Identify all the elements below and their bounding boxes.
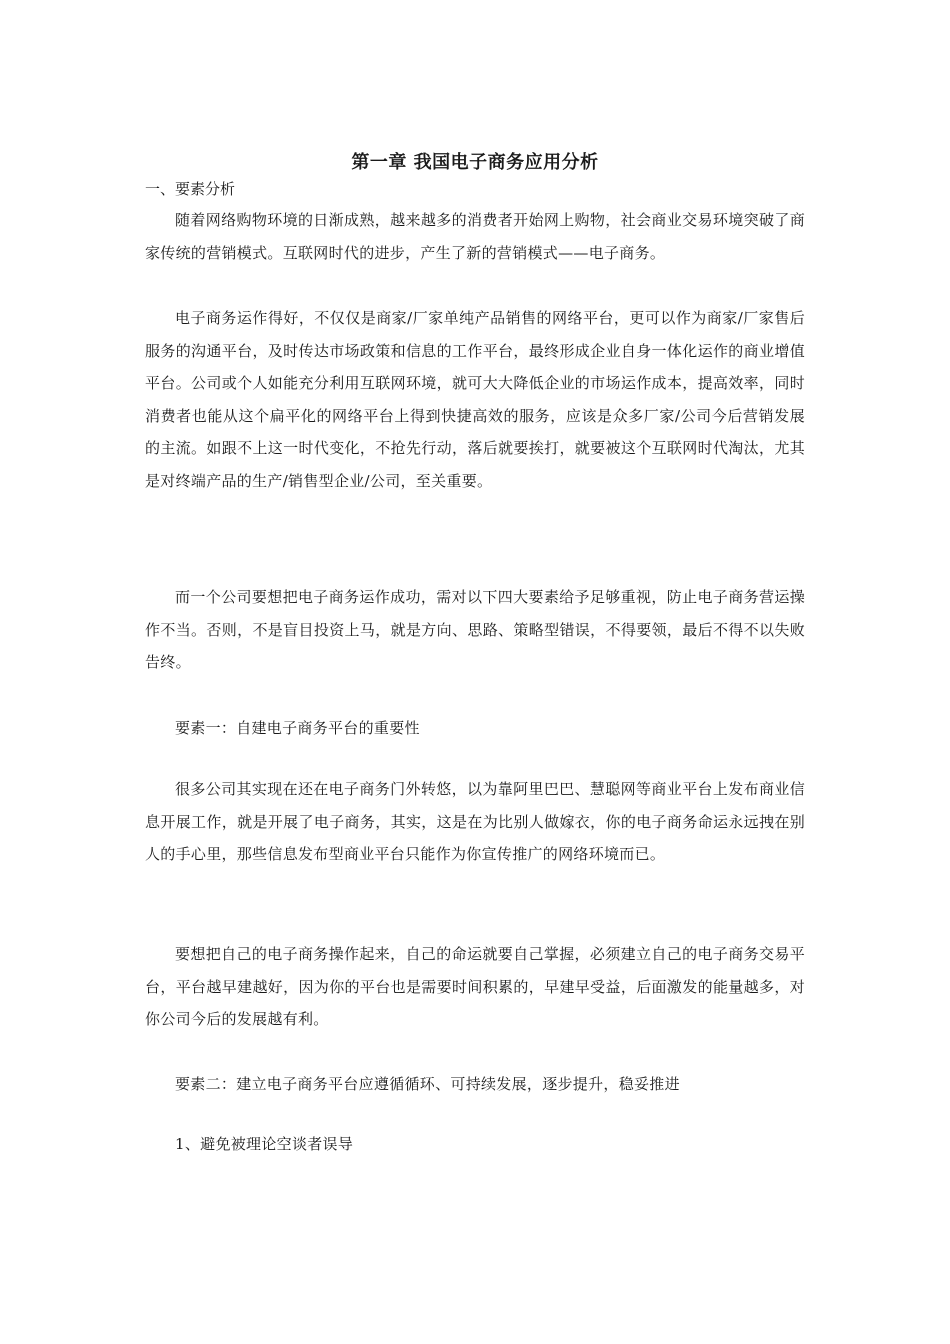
subpoint-one: 1、避免被理论空谈者误导 xyxy=(175,1135,354,1153)
paragraph-ecommerce-benefits: 电子商务运作得好，不仅仅是商家/厂家单纯产品销售的网络平台，更可以作为商家/厂家售后服务的沟通平台，及时传达市场政策和信息的工作平台，最终形成企业自身一体化运作的商业增值平台。公司或个人如能充分利用互联网环境，就可大大降低企业的市场运作成本，提高效率，同时消费者也能从这个扁平化的网络平台上得到快捷高效的服务，应该是众多厂家/公司今后营销发展的主流。如跟不上这一时代变化，不抢先行动，落后就要挨打，就要被这个互联网时代淘汰，尤其是对终端产品的生产/销售型企业/公司，至关重要。 xyxy=(145,309,805,490)
element-one-heading: 要素一：自建电子商务平台的重要性 xyxy=(175,719,420,737)
section-heading: 一、要素分析 xyxy=(145,180,236,198)
paragraph-third-party-platforms: 很多公司其实现在还在电子商务门外转悠，以为靠阿里巴巴、慧聪网等商业平台上发布商业信息开展工作，就是开展了电子商务，其实，这是在为比别人做嫁衣，你的电子商务命运永远拽在别人的手心里，那些信息发布型商业平台只能作为你宣传推广的网络环境而已。 xyxy=(145,780,805,863)
chapter-title: 第一章 我国电子商务应用分析 xyxy=(351,152,599,173)
paragraph-intro: 随着网络购物环境的日渐成熟，越来越多的消费者开始网上购物，社会商业交易环境突破了商家传统的营销模式。互联网时代的进步，产生了新的营销模式——电子商务。 xyxy=(145,211,805,262)
paragraph-four-elements: 而一个公司要想把电子商务运作成功，需对以下四大要素给予足够重视，防止电子商务营运操作不当。否则，不是盲目投资上马，就是方向、思路、策略型错误，不得要领，最后不得不以失败告终。 xyxy=(145,588,805,671)
element-two-heading: 要素二：建立电子商务平台应遵循循环、可持续发展，逐步提升，稳妥推进 xyxy=(175,1075,680,1093)
paragraph-own-platform: 要想把自己的电子商务操作起来，自己的命运就要自己掌握，必须建立自己的电子商务交易平台，平台越早建越好，因为你的平台也是需要时间积累的，早建早受益，后面激发的能量越多，对你公司今后的发展越有利。 xyxy=(145,945,805,1028)
